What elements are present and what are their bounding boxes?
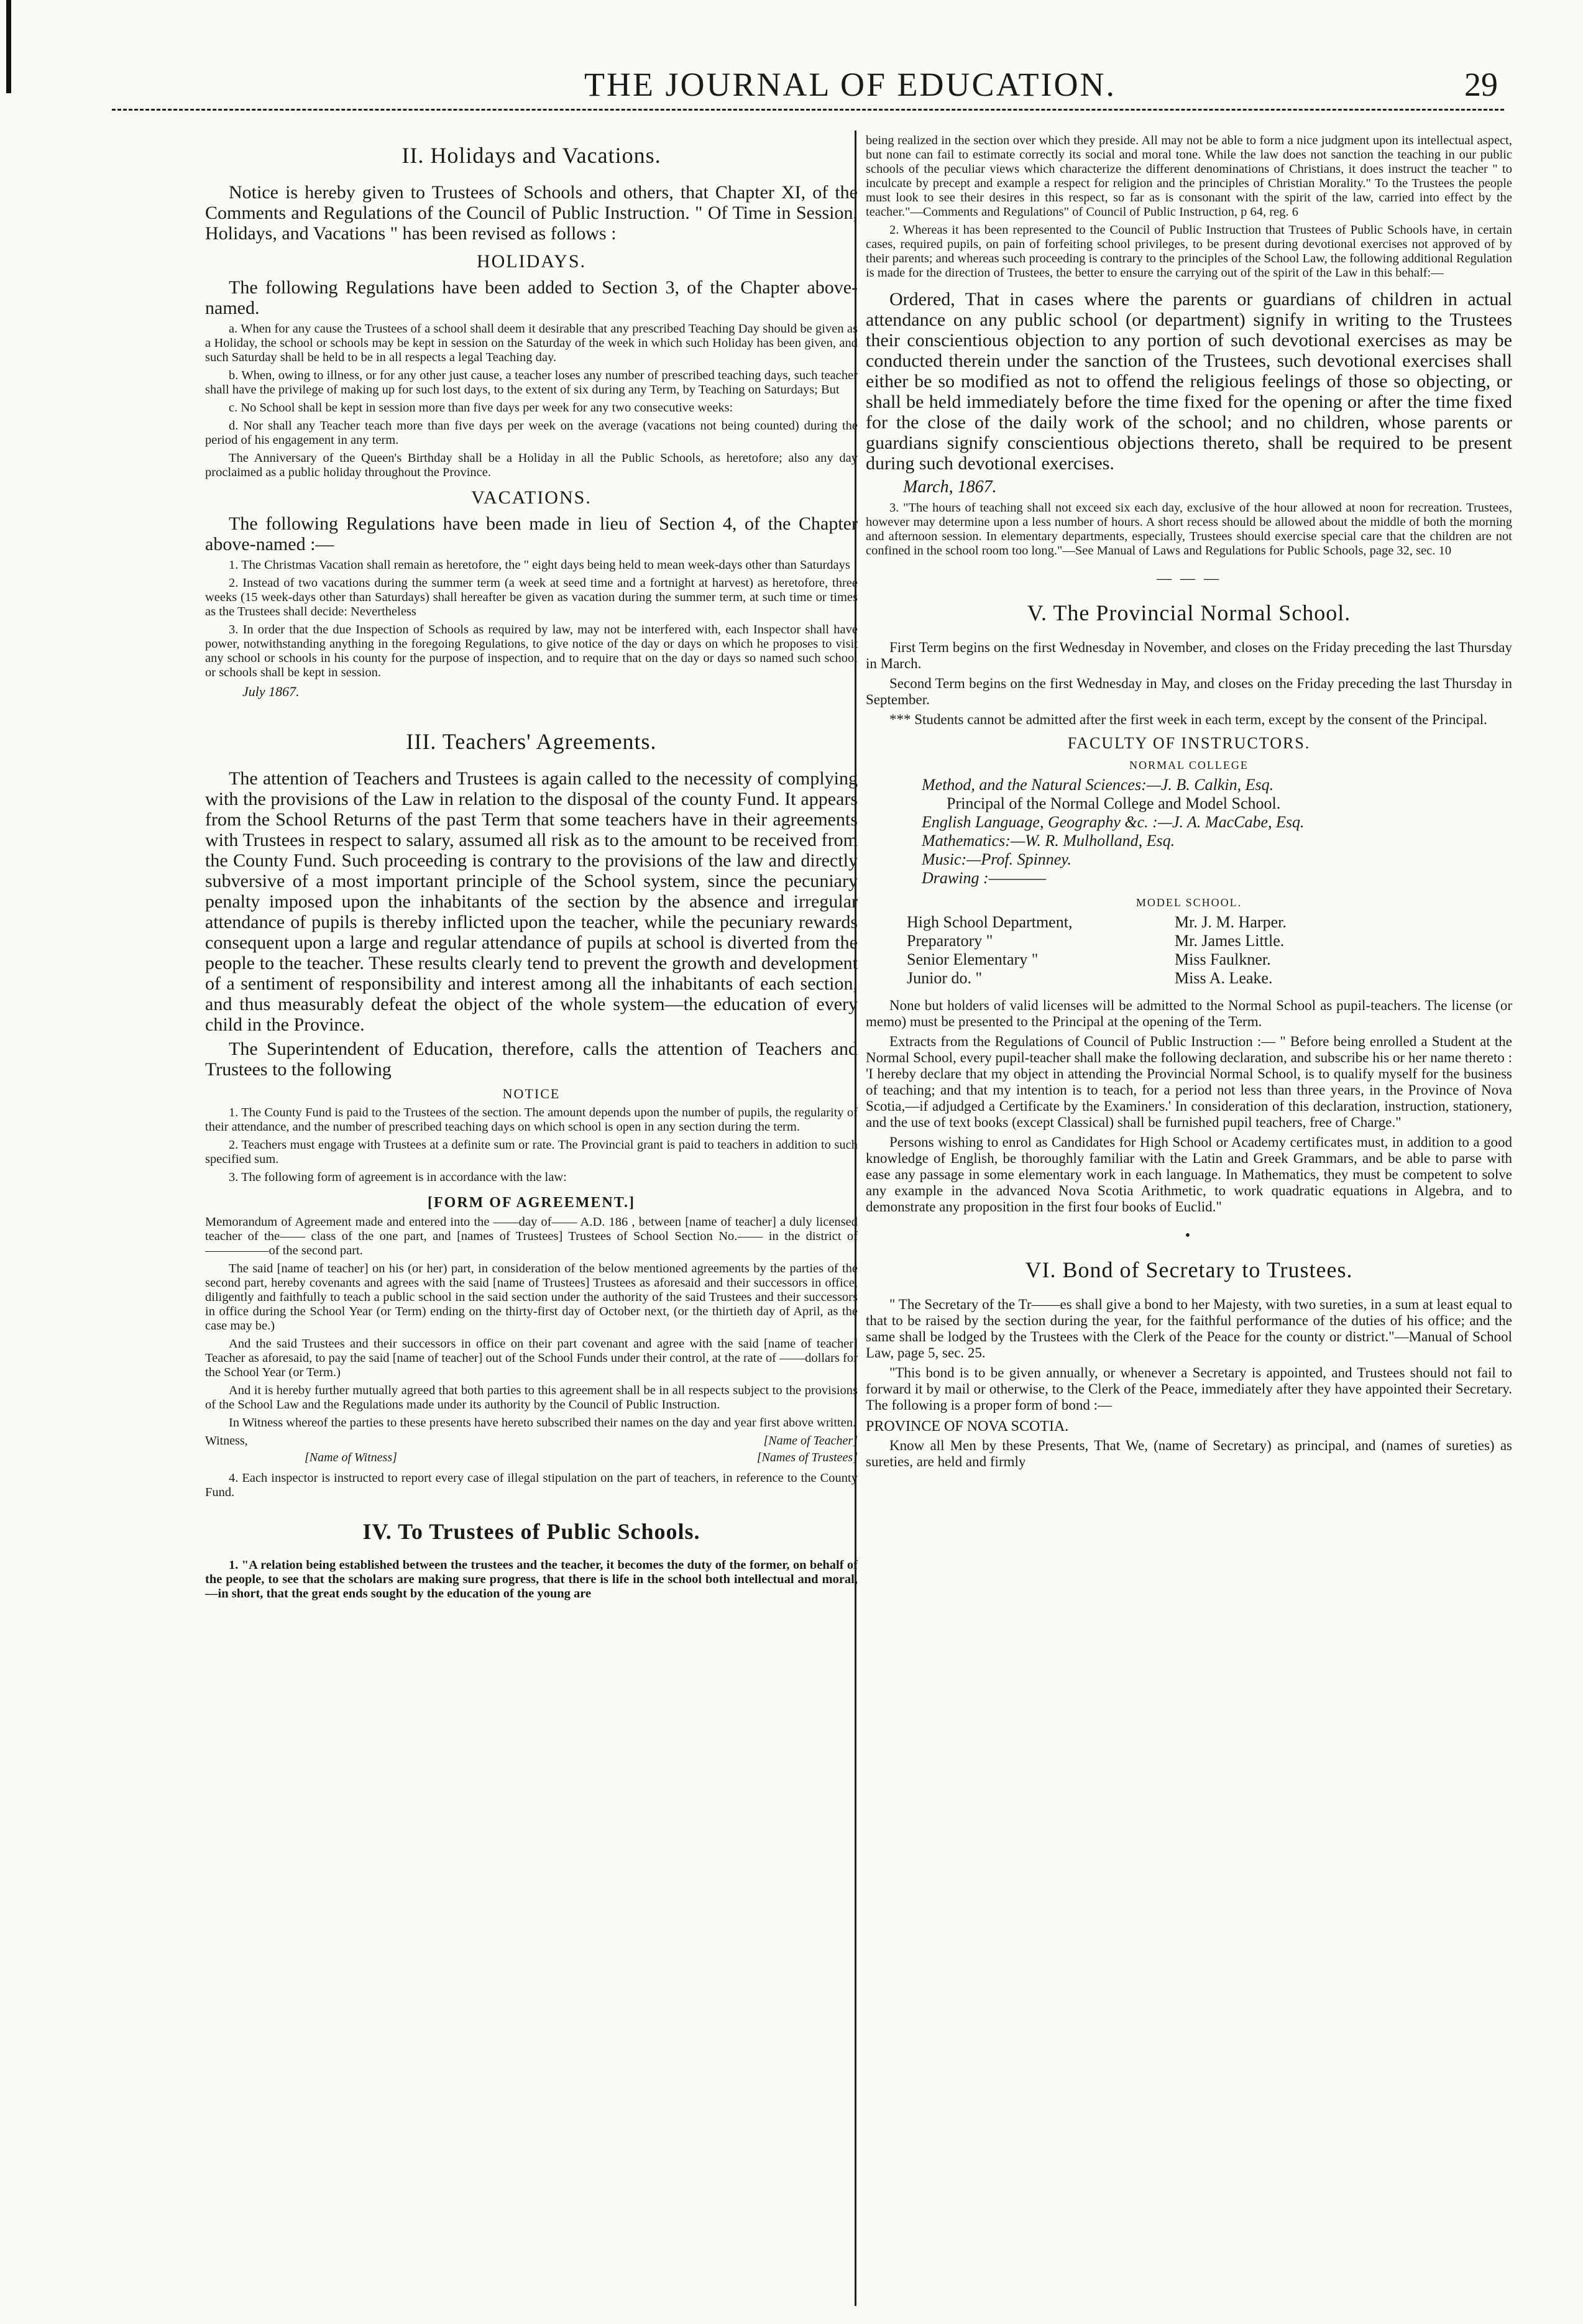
notice-item: 2. Teachers must engage with Trustees at a definite sum or rate. The Provincial grant is paid to teachers in addition to such specified sum. bbox=[205, 1138, 858, 1166]
section-holidays-vacations bbox=[205, 142, 858, 700]
section-teachers-agreements bbox=[205, 728, 858, 1500]
paragraph: None but holders of valid licenses will be admitted to the Normal School as pupil-teachers. The license (or memo) must be presented to the Principal at the opening of the Term. bbox=[866, 998, 1512, 1029]
form-paragraph: In Witness whereof the parties to these presents have hereto subscribed their names on the day and year first above written. bbox=[229, 1416, 856, 1430]
form-paragraph: And the said Trustees and their successors in office on their part covenant and agree with the said [name of teacher] Teacher as aforesaid, to pay the said [name of teacher] out of the School Funds under their control, at the rate of ——dollars for the School Year (or Term.) bbox=[205, 1337, 858, 1379]
names-of-trustees: [Names of Trustees] bbox=[756, 1451, 858, 1464]
staff-name: Miss Faulkner. bbox=[1175, 950, 1271, 968]
form-paragraph: And it is hereby further mutually agreed that both parties to this agreement shall be in all respects subject to the provisions of the School Law and the Regulations made under its authority by the Council of Public Instruction. bbox=[205, 1384, 858, 1412]
subheading: NOTICE bbox=[502, 1086, 561, 1101]
notice-item: 3. The following form of agreement is in accordance with the law: bbox=[229, 1170, 567, 1184]
page-header bbox=[112, 59, 1504, 121]
subheading: HOLIDAYS. bbox=[476, 251, 587, 272]
paragraph: Know all Men by these Presents, That We, (name of Secretary) as principal, and (names of sureties) as sureties, are held and firmly bbox=[866, 1438, 1512, 1469]
regulation-item: b. When, owing to illness, or for any other just cause, a teacher loses any number of prescribed teaching days, such teacher shall have the privilege of making up for such lost days, to the extent of six during any Term, by Teaching on Saturdays; But bbox=[205, 369, 858, 397]
province-heading: PROVINCE OF NOVA SCOTIA. bbox=[866, 1418, 1069, 1435]
staff-row bbox=[903, 950, 1356, 969]
section-title: V. The Provincial Normal School. bbox=[1027, 600, 1351, 625]
staff-name: Miss A. Leake. bbox=[1175, 969, 1273, 987]
faculty-item: English Language, Geography &c. :—J. A. MacCabe, Esq. bbox=[922, 813, 1305, 831]
section-title: II. Holidays and Vacations. bbox=[401, 143, 661, 168]
name-of-witness: [Name of Witness] bbox=[305, 1451, 397, 1464]
staff-department: Senior Elementary " bbox=[907, 950, 1039, 968]
regulation-item: d. Nor shall any Teacher teach more than five days per week on the average (vacations not being counted) during the period of his engagement in any term. bbox=[205, 419, 858, 447]
paragraph: The following Regulations have been made in lieu of Section 4, of the Chapter above-named :— bbox=[205, 513, 858, 554]
paragraph: 3. "The hours of teaching shall not exceed six each day, exclusive of the hour allowed at noon for recreation. Trustees, however may determine upon a less number of hours. A short recess should be allowed about the middle of both the morning and afternoon session. In elementary departments, especially, Trustees should exercise special care that the children are not confined in the school room too long."—See Manual of Laws and Regulations for Public Schools, page 32, sec. 10 bbox=[866, 501, 1512, 558]
section-title: IV. To Trustees of Public Schools. bbox=[362, 1519, 700, 1544]
date-line: July 1867. bbox=[242, 684, 300, 699]
page-number: 29 bbox=[1464, 66, 1498, 103]
header-rule bbox=[112, 109, 1504, 111]
paragraph: Persons wishing to enrol as Candidates for High School or Academy certificates must, in addition to a good knowledge of English, be thoroughly familiar with the Latin and Greek Grammars, and be able to parse with ease any passage in some elementary work in each language. In Mathematics, they must be competent to solve any example in the advanced Nova Scotia Arithmetic, to work quadratic equations in Algebra, and to demonstrate any proposition in the first four books of Euclid." bbox=[866, 1134, 1512, 1215]
regulation-item: 2. Instead of two vacations during the summer term (a week at seed time and a fortnight at harvest) as heretofore, three weeks (15 week-days other than Saturdays) shall hereafter be given as vacation during the summer term, at such time or times as the Trustees shall decide: Nevertheless bbox=[205, 576, 858, 618]
paragraph: 2. Whereas it has been represented to the Council of Public Instruction that Trustees of Public Schools have, in certain cases, required pupils, on pain of forfeiting school privileges, to be present during devotional exercises not approved of by their parents; and whereas such proceeding is contrary to the principles of the School Law, the following additional Regulation is made for the direction of Trustees, the better to ensure the carrying out of the spirit of the Law in this behalf:— bbox=[866, 223, 1512, 280]
section-title: VI. Bond of Secretary to Trustees. bbox=[1025, 1257, 1353, 1282]
left-column bbox=[205, 134, 858, 2297]
paragraph: The Superintendent of Education, therefore, calls the attention of Teachers and Trustees to the following bbox=[205, 1039, 858, 1080]
subheading: MODEL SCHOOL. bbox=[1136, 896, 1242, 909]
paragraph: " The Secretary of the Tr——es shall give a bond to her Majesty, with two sureties, in a sum at least equal to that to be raised by the section during the year, for the faithful performance of the duties of his office; and the same shall be lodged by the Trustees with the Clerk of the Peace for the county or district."—Manual of School Law, page 5, sec. 25. bbox=[866, 1297, 1512, 1361]
faculty-item: Principal of the Normal College and Model School. bbox=[947, 794, 1281, 812]
faculty-item: Method, and the Natural Sciences:—J. B. Calkin, Esq. bbox=[922, 776, 1274, 794]
form-paragraph: The said [name of teacher] on his (or her) part, in consideration of the below mentioned agreements by the parties of the second part, hereby covenants and agrees with the said [name of Trustees] Trustees as aforesaid and their successors in office, diligently and faithfully to teach a public school in the said section under the authority of the said Trustees and their successors in office during the School Year (or Term) ending on the thirty-first day of October next, (or the thirtieth day of April, as the case may be.) bbox=[205, 1262, 858, 1333]
signature-row bbox=[205, 1434, 858, 1448]
section-trustees-continued bbox=[866, 134, 1512, 558]
staff-row bbox=[903, 969, 1356, 988]
paragraph: Extracts from the Regulations of Council of Public Instruction :— " Before being enrolled a Student at the Normal School, every pupil-teacher shall make the following declaration, and subscribe his or her name thereto : 'I hereby declare that my object in attending the Provincial Normal School, is to qualify myself for the business of teaching; and that my intention is to teach, for a period not less than three years, in the Province of Nova Scotia,—if adjudged a Certificate by the Examiners.' In consideration of this declaration, instruction, stationery, and the use of text books (except Classical) shall be furnished pupil teachers, free of Charge." bbox=[866, 1034, 1512, 1130]
subheading: NORMAL COLLEGE bbox=[1129, 759, 1249, 771]
notice-item: 4. Each inspector is instructed to report every case of illegal stipulation on the part of teachers, in reference to the County Fund. bbox=[205, 1471, 858, 1499]
journal-title: THE JOURNAL OF EDUCATION. bbox=[584, 66, 1116, 103]
signature-row bbox=[205, 1451, 858, 1465]
regulation-item: 1. The Christmas Vacation shall remain as heretofore, the " eight days being held to mean week-days other than Saturdays bbox=[229, 558, 850, 572]
subheading: VACATIONS. bbox=[471, 487, 592, 508]
date-line: March, 1867. bbox=[903, 477, 997, 497]
staff-row bbox=[903, 913, 1356, 932]
paragraph: being realized in the section over which they preside. All may not be able to form a nice judgment upon its intellectual aspect, but none can fail to estimate correctly its social and moral tone. While the law does not sanction the teaching in our public schools of the peculiar views which characterize the different denominations of Christians, it does instruct the teacher " to inculcate by precept and example a respect for religion and the principles of Christian Morality." To the Trustees the people must look to see their desires in this respect, so far as is consonant with the spirit of the law, carried into effect by the teacher."—Comments and Regulations" of Council of Public Instruction, p 64, reg. 6 bbox=[866, 134, 1512, 219]
section-normal-school bbox=[866, 600, 1512, 1215]
ordered-paragraph: Ordered, That in cases where the parents or guardians of children in actual attendance on any public school (or department) signify in writing to the Trustees their conscientious objection to any portion of such devotional exercises as may be conducted therein under the sanction of the Trustees, such devotional exercises shall either be so modified as not to offend the religious feelings of those so objecting, or shall be held immediately before the time fixed for the opening or after the time fixed for the close of the daily work of the school; and no children, whose parents or guardians signify conscientious objections thereto, shall be required to be present during such devotional exercises. bbox=[866, 289, 1512, 474]
regulation-item: c. No School shall be kept in session more than five days per week for any two consecutive weeks: bbox=[229, 401, 733, 415]
regulation-item: 3. In order that the due Inspection of Schools as required by law, may not be interfered with, each Inspector shall have power, notwithstanding anything in the foregoing Regulations, to give notice of the day or days on which he proposes to visit any school or schools in his county for the purpose of inspection, and to require that on the day or days so named such school or schools shall be kept in session. bbox=[205, 623, 858, 679]
page-edge-mark bbox=[6, 0, 11, 93]
section-ornament: • bbox=[1185, 1228, 1193, 1244]
faculty-list bbox=[922, 776, 1512, 888]
section-bond-secretary bbox=[866, 1257, 1512, 1470]
paragraph: The attention of Teachers and Trustees is again called to the necessity of complying with the provisions of the Law in relation to the disposal of the county Fund. It appears from the School Returns of the past Term that some teachers have in their agreements with Trustees in respect to salary, assumed all risk as to the amount to be received from the County Fund. Such proceeding is contrary to the provisions of the law and directly subversive of a most important principle of the School system, since the pecuniary penalty imposed upon the inhabitants of the section by the absence and irregular attendance of pupils is thereby inflicted upon the teacher, while the pecuniary rewards consequent upon a large and regular attendance of pupils at school is diverted from the people to the teacher. These results clearly tend to prevent the growth and development of a sentiment of responsibility and interest among all the inhabitants of each section, and thus measurably defeat the object of the whole system—the education of every child in the Province. bbox=[205, 768, 858, 1035]
staff-name: Mr. J. M. Harper. bbox=[1175, 913, 1287, 931]
staff-name: Mr. James Little. bbox=[1175, 932, 1285, 950]
notice-item: 1. The County Fund is paid to the Trustees of the section. The amount depends upon the number of pupils, the regularity of their attendance, and the number of prescribed teaching days on which school is open in any section during the term. bbox=[205, 1106, 858, 1134]
paragraph: The following Regulations have been added to Section 3, of the Chapter above-named. bbox=[205, 277, 858, 318]
section-title: III. Teachers' Agreements. bbox=[406, 729, 657, 754]
regulation-item: a. When for any cause the Trustees of a school shall deem it desirable that any prescribed Teaching Day should be given as a Holiday, the school or schools may be kept in session on the Saturday of the week in which such Holiday has been given, and such Saturday shall be held to be in all respects a legal Teaching day. bbox=[205, 322, 858, 364]
faculty-item: Music:—Prof. Spinney. bbox=[922, 850, 1071, 868]
form-paragraph: Memorandum of Agreement made and entered into the ——day of—— A.D. 186 , between [name of teacher] a duly licensed teacher of the—— class of the one part, and [names of Trustees] Trustees of School Section No.—— in the district of—————of the second part. bbox=[205, 1215, 858, 1257]
faculty-item: Mathematics:—W. R. Mulholland, Esq. bbox=[922, 832, 1175, 850]
paragraph: 1. "A relation being established between the trustees and the teacher, it becomes the duty of the former, on behalf of the people, to see that the scholars are making sure progress, that there is life in the school both intellectual and moral,—in short, that the great ends sought by the education of the young are bbox=[205, 1558, 858, 1601]
subheading: FACULTY OF INSTRUCTORS. bbox=[1067, 734, 1311, 752]
form-heading: [FORM OF AGREEMENT.] bbox=[428, 1195, 635, 1211]
witness-label: Witness, bbox=[205, 1434, 248, 1448]
model-school-staff-table bbox=[903, 913, 1356, 988]
paragraph: First Term begins on the first Wednesday in November, and closes on the Friday preceding the last Thursday in March. bbox=[866, 640, 1512, 671]
paragraph: Notice is hereby given to Trustees of Schools and others, that Chapter XI, of the Comments and Regulations of the Council of Public Instruction. " Of Time in Session, Holidays, and Vacations " has been revised as follows : bbox=[205, 182, 858, 244]
right-column bbox=[860, 134, 1512, 2297]
staff-department: Preparatory " bbox=[907, 932, 993, 950]
paragraph: Second Term begins on the first Wednesday in May, and closes on the Friday preceding the last Thursday in September. bbox=[866, 676, 1512, 707]
name-of-teacher: [Name of Teacher] bbox=[763, 1434, 858, 1448]
regulation-item: The Anniversary of the Queen's Birthday shall be a Holiday in all the Public Schools, as heretofore; also any day proclaimed as a public holiday throughout the Province. bbox=[205, 451, 858, 479]
section-ornament: — — — bbox=[1157, 571, 1221, 587]
staff-department: High School Department, bbox=[907, 913, 1073, 931]
staff-row bbox=[903, 932, 1356, 950]
staff-department: Junior do. " bbox=[907, 969, 983, 987]
paragraph: "This bond is to be given annually, or whenever a Secretary is appointed, and Trustees should not fail to forward it by mail or otherwise, to the Clerk of the Peace, immediately after they have appointed their Secretary. The following is a proper form of bond :— bbox=[866, 1365, 1512, 1413]
section-trustees-public-schools bbox=[205, 1518, 858, 1601]
faculty-item: Drawing :———— bbox=[922, 869, 1047, 887]
paragraph: *** Students cannot be admitted after the first week in each term, except by the consent of the Principal. bbox=[889, 712, 1487, 727]
